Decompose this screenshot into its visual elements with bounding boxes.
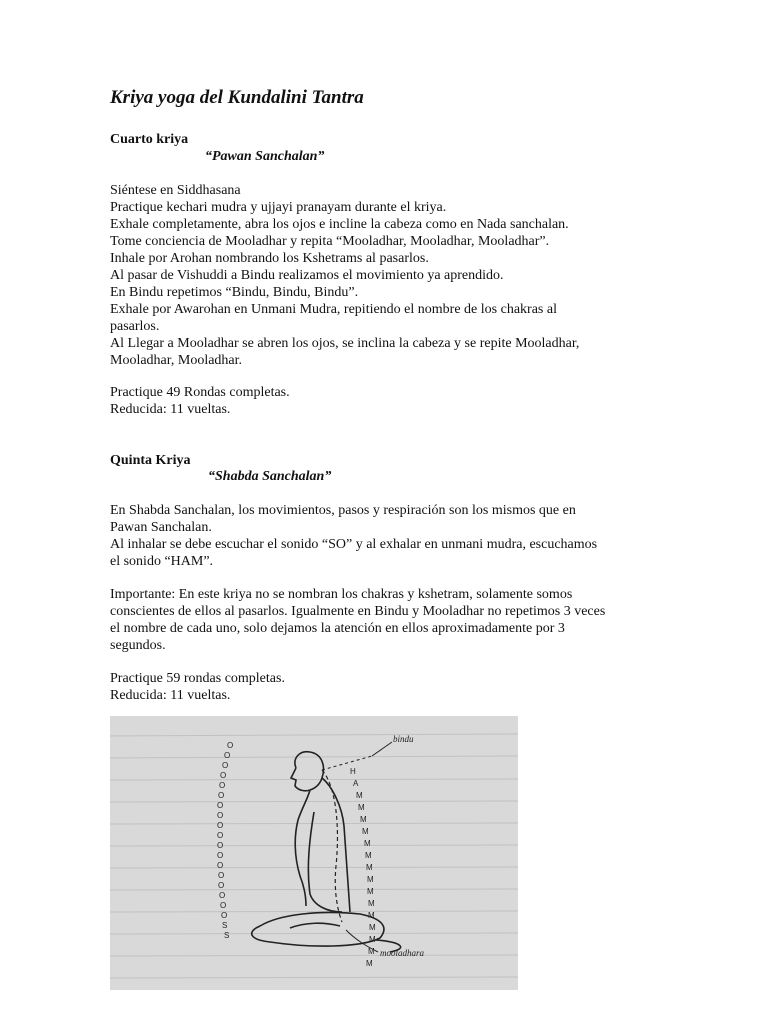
- text-line: Siéntese en Siddhasana: [110, 183, 241, 198]
- figure-label-bindu: bindu: [393, 734, 414, 744]
- figure-outline: [252, 752, 401, 952]
- document-title: Kriya yoga del Kundalini Tantra: [110, 87, 364, 108]
- ham-letter: M: [367, 875, 374, 884]
- ham-letter: M: [365, 851, 372, 860]
- so-letter: S: [224, 931, 230, 940]
- text-line: Inhale por Arohan nombrando los Kshetrams al pasarlos.: [110, 251, 429, 266]
- so-letter: O: [217, 811, 224, 820]
- text-line: En Bindu repetimos “Bindu, Bindu, Bindu”.: [110, 285, 359, 300]
- ham-letter: M: [364, 839, 371, 848]
- meditation-figure: [110, 716, 518, 990]
- text-line: pasarlos.: [110, 319, 160, 334]
- section4-instructions: [110, 182, 670, 369]
- section4-practice: [110, 384, 670, 418]
- text-line: Al inhalar se debe escuchar el sonido “SO” y al exhalar en unmani mudra, escuchamos: [110, 537, 598, 552]
- so-letter: O: [217, 831, 224, 840]
- ham-letter: M: [366, 863, 373, 872]
- bindu-leader-line: [372, 742, 392, 756]
- section5-practice: [110, 670, 670, 704]
- text-line: Practique 49 Rondas completas.: [110, 385, 290, 400]
- so-letter: O: [218, 871, 225, 880]
- text-line: Practique 59 rondas completas.: [110, 671, 285, 686]
- ham-letter: M: [368, 899, 375, 908]
- so-letter: O: [222, 761, 229, 770]
- ham-letter: M: [368, 947, 375, 956]
- so-letter: O: [220, 771, 227, 780]
- text-line: Importante: En este kriya no se nombran los chakras y kshetram, solamente somos: [110, 587, 573, 602]
- so-letter: O: [227, 741, 234, 750]
- section-subheading-shabda-sanchalan: “Shabda Sanchalan”: [208, 469, 332, 484]
- ham-letter: M: [356, 791, 363, 800]
- text-line: Reducida: 11 vueltas.: [110, 688, 231, 703]
- meditation-figure-drawing: [110, 716, 518, 990]
- ham-letter: M: [367, 887, 374, 896]
- so-letter: O: [217, 861, 224, 870]
- text-line: Al Llegar a Mooladhar se abren los ojos, se inclina la cabeza y se repite Mooladhar,: [110, 336, 580, 351]
- so-letter: O: [218, 881, 225, 890]
- text-line: Tome conciencia de Mooladhar y repita “Mooladhar, Mooladhar, Mooladhar”.: [110, 234, 550, 249]
- so-letter: S: [222, 921, 228, 930]
- text-line: segundos.: [110, 638, 166, 653]
- text-line: Exhale por Awarohan en Unmani Mudra, repitiendo el nombre de los chakras al: [110, 302, 557, 317]
- text-line: En Shabda Sanchalan, los movimientos, pasos y respiración son los mismos que en: [110, 503, 576, 518]
- so-letter: O: [217, 801, 224, 810]
- text-line: Mooladhar, Mooladhar.: [110, 353, 243, 368]
- ham-letter: M: [366, 959, 373, 968]
- inner-channel-path: [322, 770, 342, 922]
- so-letter: O: [218, 791, 225, 800]
- ham-letter: M: [369, 935, 376, 944]
- text-line: Reducida: 11 vueltas.: [110, 402, 231, 417]
- text-line: el nombre de cada uno, solo dejamos la atención en ellos aproximadamente por 3: [110, 621, 565, 636]
- text-line: conscientes de ellos al pasarlos. Igualmente en Bindu y Mooladhar no repetimos 3 veces: [110, 604, 606, 619]
- text-line: Practique kechari mudra y ujjayi pranayam durante el kriya.: [110, 200, 447, 215]
- section-heading-cuarto-kriya: Cuarto kriya: [110, 132, 189, 147]
- section5-instructions: [110, 502, 670, 570]
- so-letter: O: [219, 781, 226, 790]
- text-line: el sonido “HAM”.: [110, 554, 214, 569]
- so-letter: O: [217, 841, 224, 850]
- so-letter-column: [217, 741, 233, 940]
- text-line: Al pasar de Vishuddi a Bindu realizamos el movimiento ya aprendido.: [110, 268, 504, 283]
- scan-texture: [110, 734, 518, 978]
- ham-letter: M: [368, 911, 375, 920]
- ham-letter: M: [360, 815, 367, 824]
- text-line: Exhale completamente, abra los ojos e incline la cabeza como en Nada sanchalan.: [110, 217, 569, 232]
- so-letter: O: [221, 911, 228, 920]
- bindu-pointer-line: [322, 756, 372, 770]
- so-letter: O: [219, 891, 226, 900]
- figure-label-mooladhara: mooladhara: [380, 948, 425, 958]
- so-letter: O: [224, 751, 231, 760]
- text-line: Pawan Sanchalan.: [110, 520, 212, 535]
- ham-letter: H: [350, 767, 356, 776]
- ham-letter: M: [358, 803, 365, 812]
- ham-letter: M: [369, 923, 376, 932]
- section-heading-quinta-kriya: Quinta Kriya: [110, 453, 191, 468]
- ham-letter: M: [362, 827, 369, 836]
- so-letter: O: [217, 821, 224, 830]
- ham-letter: A: [353, 779, 359, 788]
- section-subheading-pawan-sanchalan: “Pawan Sanchalan”: [205, 149, 325, 164]
- section5-important-note: [110, 586, 670, 654]
- so-letter: O: [217, 851, 224, 860]
- so-letter: O: [220, 901, 227, 910]
